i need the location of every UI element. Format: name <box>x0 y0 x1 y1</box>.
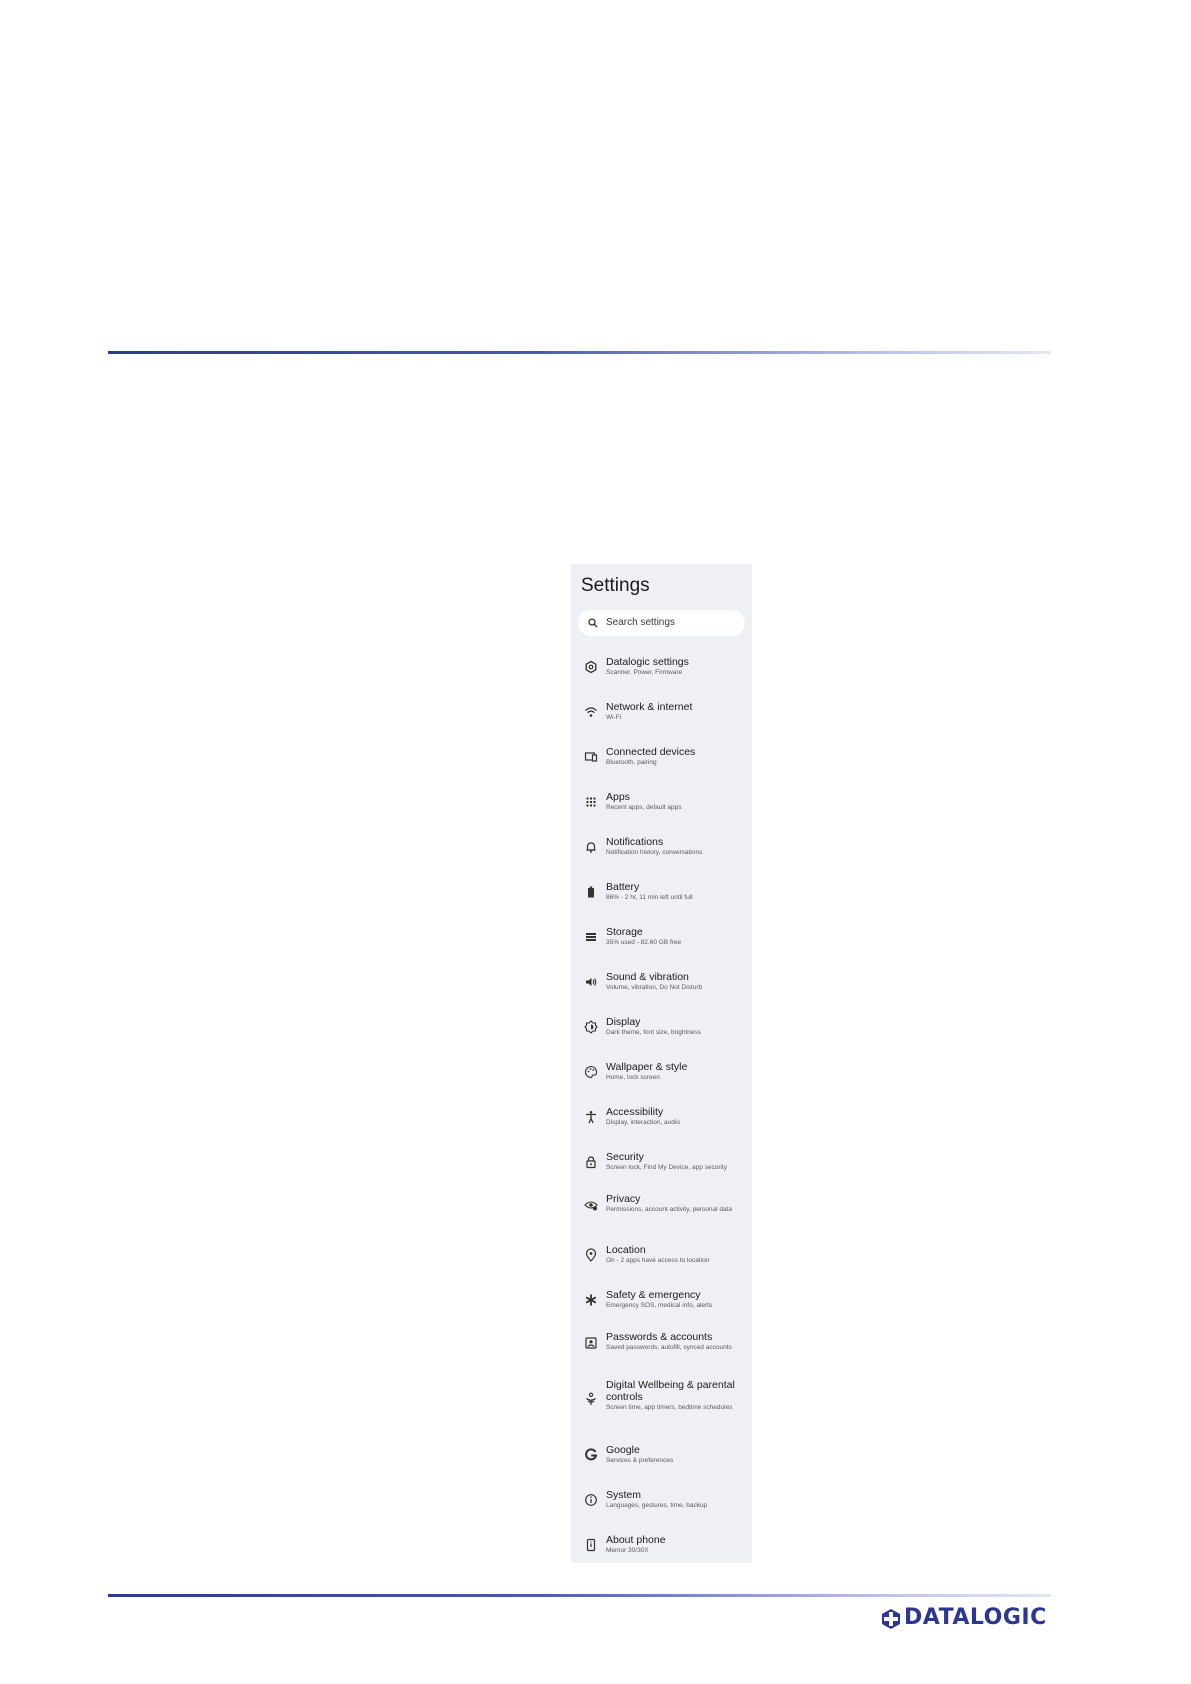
item-subtitle: 35% used - 82.60 GB free <box>606 939 682 946</box>
footer-divider <box>108 1594 1051 1597</box>
wellbeing-icon <box>584 1392 598 1406</box>
battery-icon <box>584 885 598 899</box>
datalogic-mark-icon <box>880 1608 902 1630</box>
item-label: Location <box>606 1244 646 1256</box>
item-label: Apps <box>606 791 630 803</box>
datalogic-gear-icon <box>584 660 598 674</box>
info-circle-icon <box>584 1493 598 1507</box>
phone-icon <box>584 1538 598 1552</box>
item-subtitle: Wi-Fi <box>606 714 622 721</box>
item-label: Connected devices <box>606 746 696 758</box>
item-label: About phone <box>606 1534 666 1546</box>
devices-icon <box>584 750 598 764</box>
search-icon <box>588 618 598 628</box>
lock-icon <box>584 1155 598 1169</box>
item-subtitle: Scanner, Power, Firmware <box>606 669 683 676</box>
item-subtitle: Memor 30/30X <box>606 1547 649 1554</box>
item-label: Display <box>606 1016 641 1028</box>
account-box-icon <box>584 1336 598 1350</box>
search-placeholder: Search settings <box>606 617 675 628</box>
wifi-icon <box>584 705 598 719</box>
google-g-icon <box>584 1448 598 1462</box>
item-subtitle: On - 2 apps have access to location <box>606 1257 710 1264</box>
item-label: Storage <box>606 926 643 938</box>
item-label: Security <box>606 1151 644 1163</box>
storage-icon <box>584 930 598 944</box>
item-subtitle: Recent apps, default apps <box>606 804 682 811</box>
bell-icon <box>584 840 598 854</box>
item-label: Accessibility <box>606 1106 664 1118</box>
accessibility-icon <box>584 1110 598 1124</box>
item-label: System <box>606 1489 642 1501</box>
privacy-eye-icon <box>584 1198 598 1212</box>
item-subtitle: Bluetooth, pairing <box>606 759 657 766</box>
item-label: Battery <box>606 881 640 893</box>
item-subtitle: 86% - 2 hr, 11 min left until full <box>606 894 693 901</box>
item-subtitle: Screen lock, Find My Device, app security <box>606 1164 728 1171</box>
item-subtitle: Notification history, conversations <box>606 849 703 856</box>
asterisk-icon <box>584 1293 598 1307</box>
item-subtitle: Services & preferences <box>606 1457 674 1464</box>
datalogic-logo <box>880 1605 1055 1635</box>
item-label: Datalogic settings <box>606 656 689 668</box>
item-label: Notifications <box>606 836 664 848</box>
item-label: Passwords & accounts <box>606 1331 713 1343</box>
search-input[interactable] <box>578 610 745 636</box>
brightness-icon <box>584 1020 598 1034</box>
item-subtitle: Saved passwords, autofill, synced accounts <box>606 1344 732 1351</box>
logo-wordmark: DATALOGIC <box>904 1605 1047 1630</box>
item-label: Sound & vibration <box>606 971 689 983</box>
item-subtitle: Dark theme, font size, brightness <box>606 1029 702 1036</box>
item-subtitle: Volume, vibration, Do Not Disturb <box>606 984 703 991</box>
item-subtitle: Display, interaction, audio <box>606 1119 680 1126</box>
item-label: Privacy <box>606 1193 641 1205</box>
item-subtitle: Languages, gestures, time, backup <box>606 1502 708 1509</box>
page-title: Settings <box>581 575 650 596</box>
item-subtitle: Home, lock screen <box>606 1074 660 1081</box>
speaker-icon <box>584 975 598 989</box>
item-label: Wallpaper & style <box>606 1061 688 1073</box>
item-subtitle: Screen time, app timers, bedtime schedules <box>606 1404 733 1411</box>
item-label: Safety & emergency <box>606 1289 701 1301</box>
item-label: Google <box>606 1444 640 1456</box>
apps-grid-icon <box>584 795 598 809</box>
item-subtitle: Permissions, account activity, personal data <box>606 1206 732 1213</box>
settings-screenshot <box>571 564 752 1563</box>
palette-icon <box>584 1065 598 1079</box>
item-label: Digital Wellbeing & parental controls <box>606 1379 735 1403</box>
header-divider <box>108 351 1051 354</box>
item-subtitle: Emergency SOS, medical info, alerts <box>606 1302 713 1309</box>
location-pin-icon <box>584 1248 598 1262</box>
item-label: Network & internet <box>606 701 693 713</box>
